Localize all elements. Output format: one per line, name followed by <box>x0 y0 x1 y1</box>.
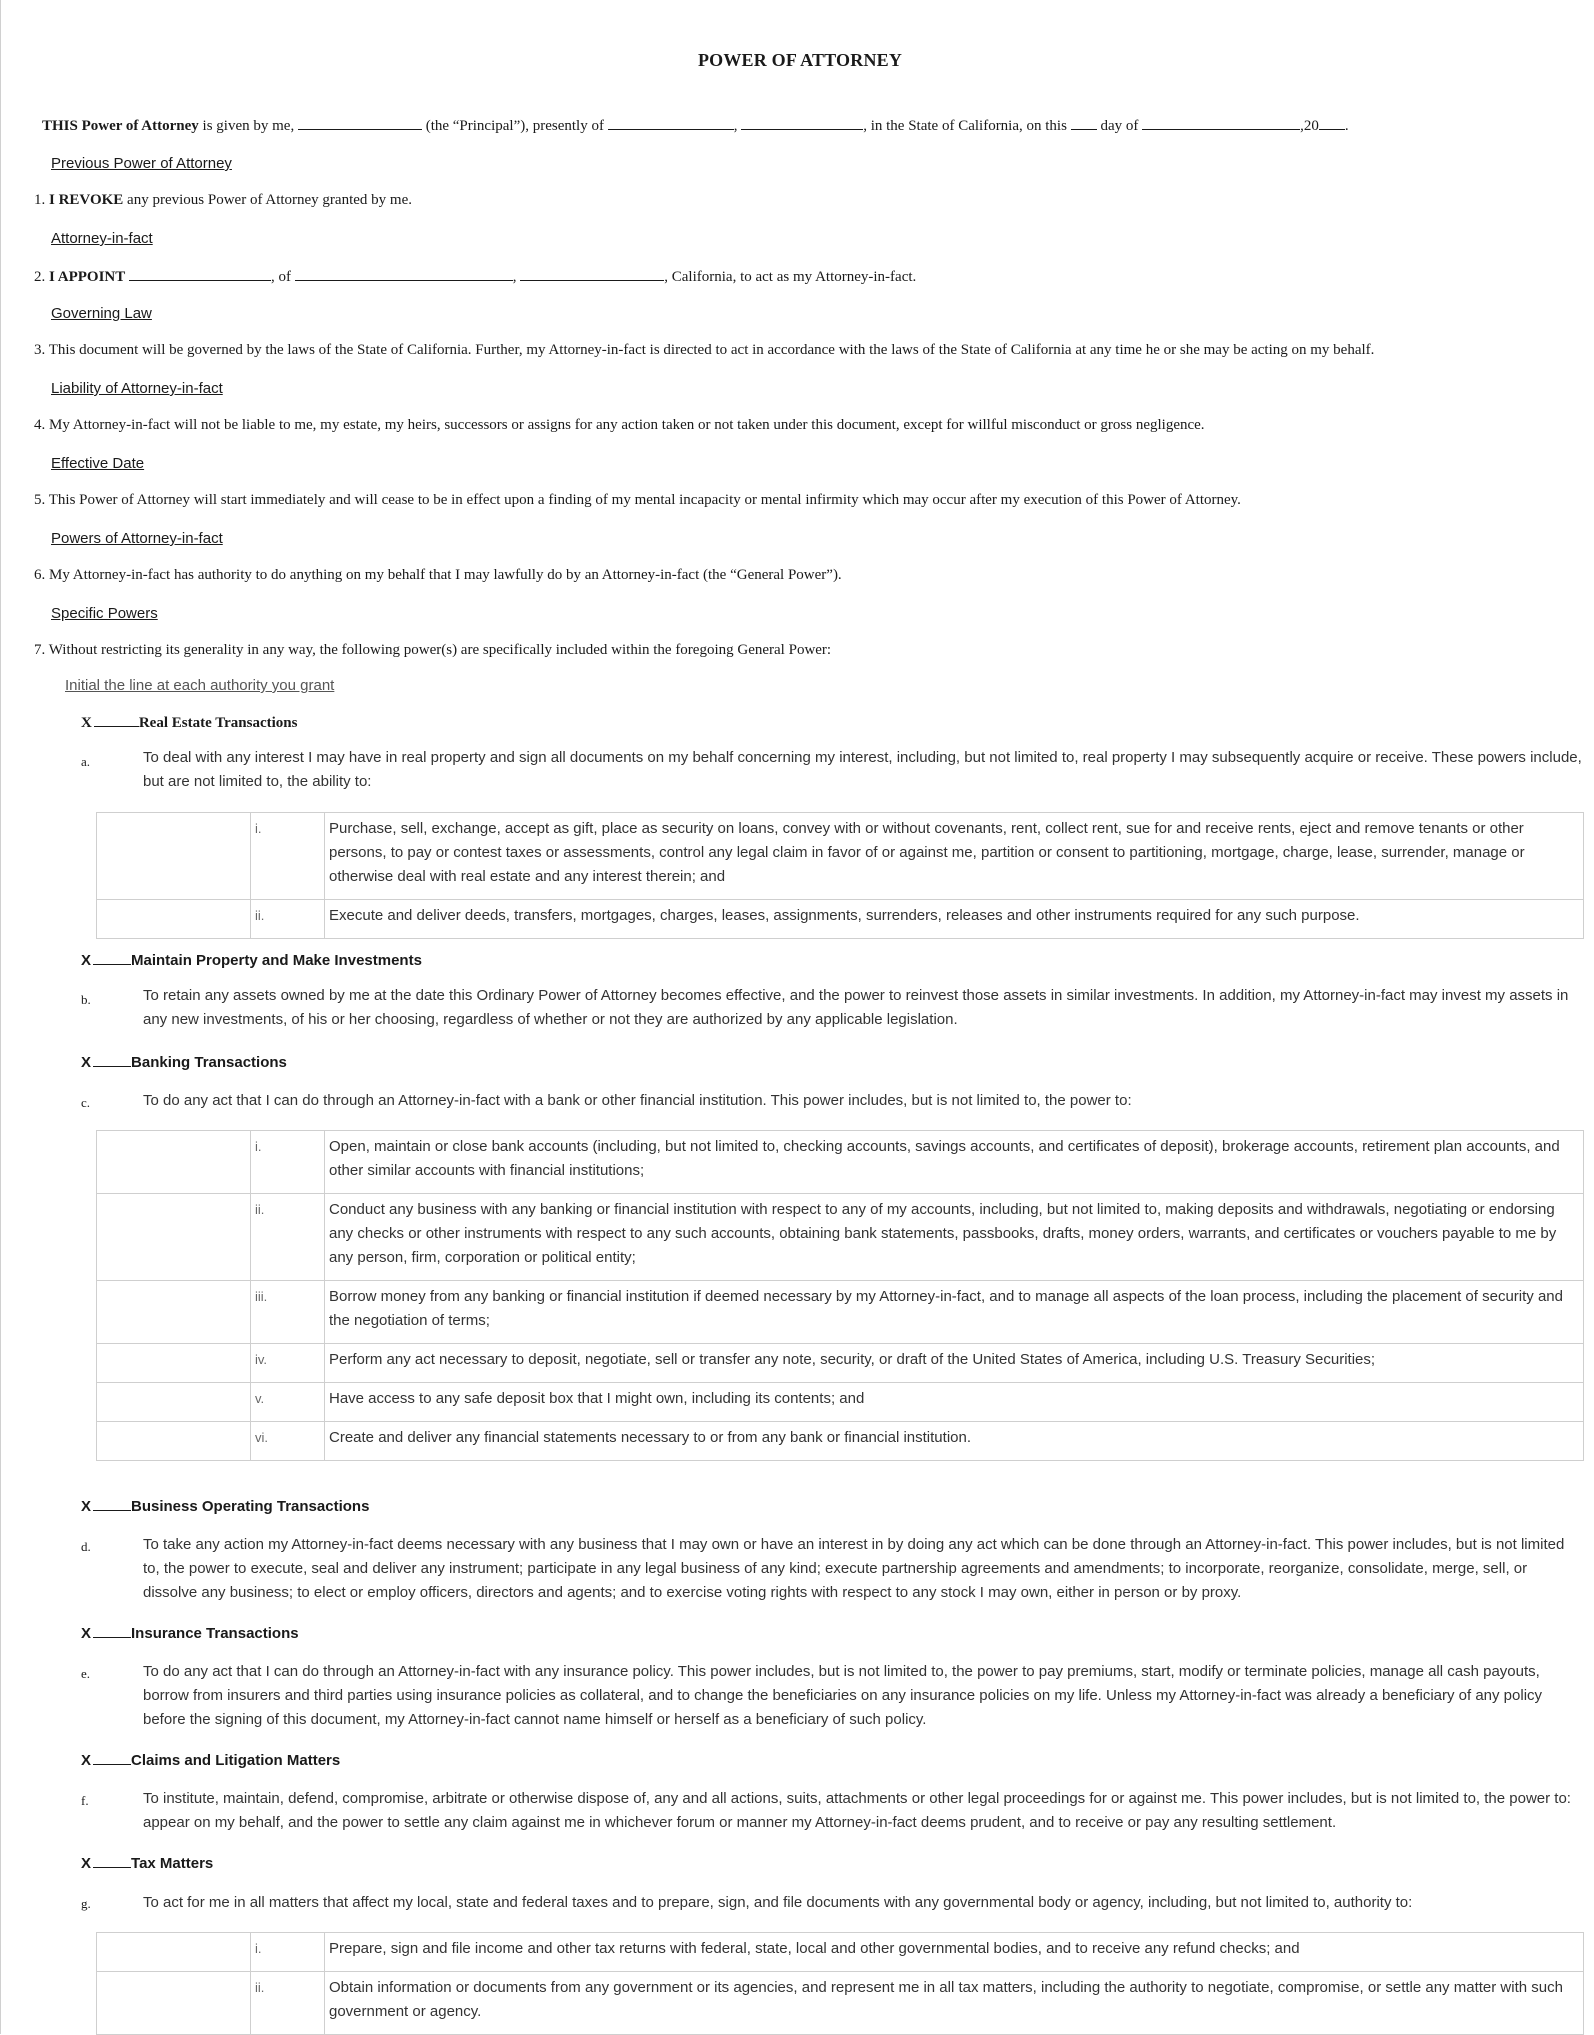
principal-city-blank[interactable] <box>741 116 863 130</box>
initial-line[interactable] <box>93 1855 131 1868</box>
initial-line[interactable] <box>93 1498 131 1511</box>
power-text-real-estate: To deal with any interest I may have in real property and sign all documents on my behalf concerning my interest, including, but not limited to, real property I may subsequently acquire or receive. These powers include, but are not limited to, the ability to: <box>143 749 1582 790</box>
section-2 <box>34 267 916 286</box>
blank-cell <box>97 1422 251 1461</box>
heading-liability: Liability of Attorney-in-fact <box>51 380 223 397</box>
power-letter: c. <box>81 1095 91 1110</box>
month-blank[interactable] <box>1142 116 1300 130</box>
blank-cell <box>97 1972 251 2035</box>
item-text: Prepare, sign and file income and other tax returns with federal, state, local and other governmental bodies, and to receive any refund checks; and <box>325 1933 1584 1972</box>
intro-lead: THIS Power of Attorney <box>42 118 199 134</box>
item-number: vi. <box>251 1422 325 1461</box>
item-text: Open, maintain or close bank accounts (including, but not limited to, checking accounts, savings accounts, and certificates of deposit), brokerage accounts, retirement plan accounts, and other similar accounts with financial institutions; <box>325 1131 1584 1194</box>
heading-effective-date: Effective Date <box>51 455 145 472</box>
section-text: , California, to act as my Attorney-in-fact. <box>664 269 917 285</box>
table-row <box>97 1383 1584 1422</box>
power-title: Business Operating Transactions <box>131 1498 370 1515</box>
intro-text: is given by me, <box>198 118 298 134</box>
intro-text: . <box>1344 118 1349 134</box>
intro-text: ,20 <box>1300 118 1319 134</box>
power-text-business: To take any action my Attorney-in-fact deems necessary with any business that I may own or have an interest in by doing any act which can be done through an Attorney-in-fact. This power includes, but is not limited to, the power to execute, seal and deliver any instrument; participate in any legal business of any kind; execute partnership agreements and amendments; to incorporate, reorganize, consolidate, merge, sell, or dissolve any business; to elect or employ officers, directors and agents; and to exercise voting rights with respect to any stock I may own, either in person or by proxy. <box>143 1536 1565 1601</box>
principal-name-blank[interactable] <box>298 116 422 130</box>
power-heading-business <box>81 1498 369 1515</box>
table-row <box>97 1422 1584 1461</box>
initial-mark: X <box>81 1054 92 1071</box>
principal-address-blank[interactable] <box>608 116 734 130</box>
real-estate-subitems <box>96 812 1584 939</box>
tax-subitems <box>96 1932 1584 2035</box>
initial-mark: X <box>81 952 92 969</box>
section-6 <box>34 567 842 584</box>
section-text: Without restricting its generality in any way, the following power(s) are specifically included within the foregoing General Power: <box>48 642 832 658</box>
section-number: 2. <box>34 269 46 285</box>
item-text: Create and deliver any financial statements necessary to or from any bank or financial institution. <box>325 1422 1584 1461</box>
power-heading-maintain-property <box>81 952 422 969</box>
item-text: Purchase, sell, exchange, accept as gift, place as security on loans, convey with or without covenants, rent, collect rent, sue for and receive rents, eject and remove tenants or other persons, to pay or contest taxes or assessments, control any legal claim in favor of or against me, partition or consent to partitioning, mortgage, charge, lease, surrender, manage or otherwise deal with real estate and any interest therein; and <box>325 813 1584 900</box>
blank-cell <box>97 900 251 939</box>
item-number: v. <box>251 1383 325 1422</box>
item-text: Perform any act necessary to deposit, negotiate, sell or transfer any note, security, or draft of the United States of America, including U.S. Treasury Securities; <box>325 1344 1584 1383</box>
power-heading-claims <box>81 1752 340 1769</box>
power-title: Real Estate Transactions <box>138 715 298 731</box>
section-bold: I APPOINT <box>49 269 126 285</box>
table-row <box>97 1933 1584 1972</box>
item-number: i. <box>251 813 325 900</box>
document-title: POWER OF ATTORNEY <box>697 50 903 70</box>
intro-text: , in the State of California, on this <box>863 118 1071 134</box>
intro-text: , <box>733 118 742 134</box>
item-text: Obtain information or documents from any government or its agencies, and represent me in all tax matters, including the authority to negotiate, compromise, or settle any matter with such government or agency. <box>325 1972 1584 2035</box>
section-7 <box>34 642 831 659</box>
item-number: ii. <box>251 900 325 939</box>
power-heading-banking <box>81 1054 287 1071</box>
initial-line[interactable] <box>94 714 139 727</box>
power-title: Claims and Litigation Matters <box>131 1752 341 1769</box>
power-letter: b. <box>81 992 91 1007</box>
blank-cell <box>97 1194 251 1281</box>
initial-line[interactable] <box>93 1752 131 1765</box>
intro-paragraph <box>42 116 1349 135</box>
power-letter: d. <box>81 1539 91 1554</box>
initial-instruction: Initial the line at each authority you grant <box>65 677 335 694</box>
heading-previous-poa: Previous Power of Attorney <box>51 155 232 172</box>
item-number: iv. <box>251 1344 325 1383</box>
table-row <box>97 1131 1584 1194</box>
power-title: Insurance Transactions <box>131 1625 299 1642</box>
section-text: , of <box>271 269 295 285</box>
initial-line[interactable] <box>93 1054 131 1067</box>
blank-cell <box>97 1344 251 1383</box>
power-text-maintain-property: To retain any assets owned by me at the date this Ordinary Power of Attorney becomes effective, and the power to reinvest those assets in similar investments. In addition, my Attorney-in-fact may invest my assets in any new investments, of his or her choosing, regardless of whether or not they are authorized by any applicable legislation. <box>143 987 1569 1028</box>
initial-mark: X <box>81 1625 92 1642</box>
section-number: 1. <box>34 192 46 208</box>
initial-mark: X <box>81 715 92 731</box>
section-text: This Power of Attorney will start immediately and will cease to be in effect upon a finding of my mental incapacity or mental infirmity which may occur after my execution of this Power of Attorney. <box>48 492 1241 508</box>
section-text: My Attorney-in-fact has authority to do anything on my behalf that I may lawfully do by an Attorney-in-fact (the “General Power”). <box>49 567 842 583</box>
attorney-city-blank[interactable] <box>520 267 664 281</box>
section-number: 3. <box>34 342 46 358</box>
initial-line[interactable] <box>93 952 131 965</box>
section-1 <box>34 192 412 209</box>
power-heading-real-estate <box>81 714 297 732</box>
power-letter: a. <box>81 754 91 769</box>
section-bold: I REVOKE <box>49 192 124 208</box>
section-number: 6. <box>34 567 46 583</box>
section-5 <box>34 492 1241 509</box>
heading-governing-law: Governing Law <box>51 305 152 322</box>
item-text: Have access to any safe deposit box that I might own, including its contents; and <box>325 1383 1584 1422</box>
section-number: 5. <box>34 492 46 508</box>
section-text: , <box>512 269 521 285</box>
item-number: i. <box>251 1933 325 1972</box>
year-blank[interactable] <box>1319 116 1345 130</box>
attorney-name-blank[interactable] <box>129 267 271 281</box>
table-row <box>97 1972 1584 2035</box>
power-letter: e. <box>81 1666 91 1681</box>
item-text: Execute and deliver deeds, transfers, mortgages, charges, leases, assignments, surrenders, releases and other instruments required for any such purpose. <box>325 900 1584 939</box>
power-text-banking: To do any act that I can do through an Attorney-in-fact with a bank or other financial institution. This power includes, but is not limited to, the power to: <box>143 1092 1132 1109</box>
power-title: Banking Transactions <box>131 1054 287 1071</box>
blank-cell <box>97 813 251 900</box>
initial-mark: X <box>81 1752 92 1769</box>
power-text-tax: To act for me in all matters that affect my local, state and federal taxes and to prepare, sign, and file documents with any governmental body or agency, including, but not limited to, authority to: <box>143 1894 1413 1911</box>
power-heading-tax <box>81 1855 213 1872</box>
blank-cell <box>97 1933 251 1972</box>
intro-text: (the “Principal”), presently of <box>421 118 608 134</box>
power-title: Tax Matters <box>131 1855 214 1872</box>
intro-text: day of <box>1096 118 1143 134</box>
item-number: ii. <box>251 1194 325 1281</box>
section-text: My Attorney-in-fact will not be liable to me, my estate, my heirs, successors or assigns for any action taken or not taken under this document, except for willful misconduct or gross negligence. <box>49 417 1205 433</box>
power-letter: g. <box>81 1896 91 1911</box>
table-row <box>97 813 1584 900</box>
blank-cell <box>97 1281 251 1344</box>
table-row <box>97 1344 1584 1383</box>
attorney-address-blank[interactable] <box>295 267 513 281</box>
initial-mark: X <box>81 1855 92 1872</box>
item-number: iii. <box>251 1281 325 1344</box>
heading-powers: Powers of Attorney-in-fact <box>51 530 223 547</box>
section-text: any previous Power of Attorney granted by me. <box>123 192 412 208</box>
power-title: Maintain Property and Make Investments <box>131 952 422 969</box>
item-number: i. <box>251 1131 325 1194</box>
item-text: Conduct any business with any banking or financial institution with respect to any of my accounts, including, but not limited to, making deposits and withdrawals, negotiating or endorsing any checks or other instruments with respect to any such accounts, obtaining bank statements, passbooks, drafts, money orders, warrants, and certificates or vouchers payable to me by any person, firm, corporation or political entity; <box>325 1194 1584 1281</box>
table-row <box>97 1194 1584 1281</box>
day-blank[interactable] <box>1071 116 1097 130</box>
initial-mark: X <box>81 1498 92 1515</box>
section-number: 4. <box>34 417 46 433</box>
banking-subitems <box>96 1130 1584 1461</box>
power-letter: f. <box>81 1793 89 1808</box>
blank-cell <box>97 1383 251 1422</box>
section-text: This document will be governed by the laws of the State of California. Further, my Attorney-in-fact is directed to act in accordance with the laws of the State of California at any time he or she may be acting on my behalf. <box>48 342 1375 358</box>
table-row <box>97 1281 1584 1344</box>
item-number: ii. <box>251 1972 325 2035</box>
power-text-insurance: To do any act that I can do through an Attorney-in-fact with any insurance policy. This power includes, but is not limited to, the power to pay premiums, start, modify or terminate policies, manage all cash payouts, borrow from insurers and third parties using insurance policies as collateral, and to change the beneficiaries on any insurance policies on my life. Unless my Attorney-in-fact was already a beneficiary of any policy before the signing of this document, my Attorney-in-fact cannot name himself or herself as a beneficiary of such policy. <box>143 1663 1543 1728</box>
table-row <box>97 900 1584 939</box>
heading-specific-powers: Specific Powers <box>51 605 158 622</box>
heading-attorney-in-fact: Attorney-in-fact <box>51 230 153 247</box>
initial-line[interactable] <box>93 1625 131 1638</box>
page-edge <box>0 0 1 2034</box>
power-text-claims: To institute, maintain, defend, compromise, arbitrate or otherwise dispose of, any and all actions, suits, attachments or other legal proceedings for or against me. This power includes, but is not limited to, the power to: appear on my behalf, and the power to settle any claim against me in whichever forum or manner my Attorney-in-fact deems prudent, and to receive or pay any resulting settlement. <box>143 1790 1571 1831</box>
section-number: 7. <box>34 642 46 658</box>
section-4 <box>34 417 1205 434</box>
section-3 <box>34 342 1374 359</box>
power-heading-insurance <box>81 1625 299 1642</box>
blank-cell <box>97 1131 251 1194</box>
item-text: Borrow money from any banking or financial institution if deemed necessary by my Attorney-in-fact, and to manage all aspects of the loan process, including the placement of security and the negotiation of terms; <box>325 1281 1584 1344</box>
